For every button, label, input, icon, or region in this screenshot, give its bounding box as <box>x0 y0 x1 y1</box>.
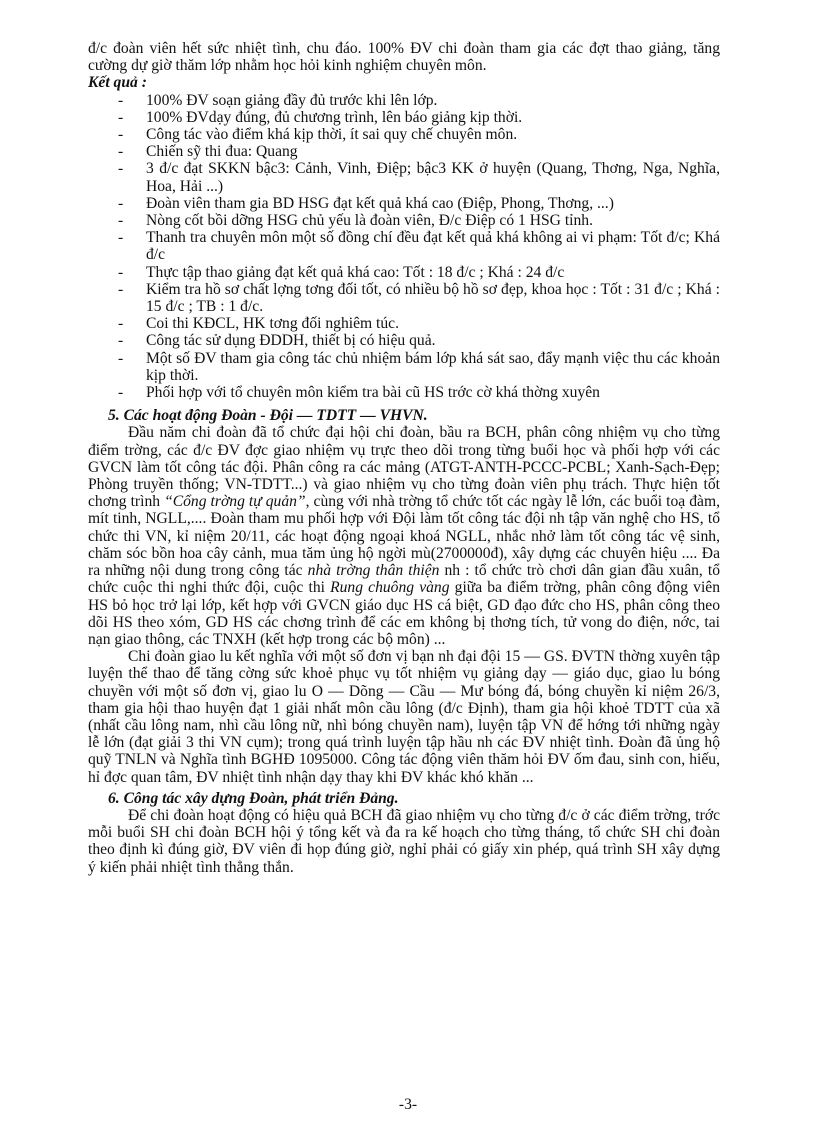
list-item: - Chiến sỹ thi đua: Quang <box>88 143 720 160</box>
section-5-paragraph-1 <box>88 424 720 648</box>
list-item: - Đoàn viên tham gia BD HSG đạt kết quả khá cao (Điệp, Phong, Thơng, ...) <box>88 195 720 212</box>
section-6-heading: 6. Công tác xây dựng Đoàn, phát triển Đảng. <box>108 789 399 807</box>
italic-run: nhà trờng thân thiện <box>307 562 440 580</box>
list-item: - Công tác sử dụng ĐDDH, thiết bị có hiệu quả. <box>88 332 720 349</box>
list-item: - Một số ĐV tham gia công tác chủ nhiệm bám lớp khá sát sao, đẩy mạnh việc thu các khoản kịp thời. <box>88 350 720 384</box>
text-run: giữa ba điểm trờng, phân công động viên HS bỏ học trở lại lớp, kết hợp với GVCN giáo dục HS cá biệt, GD đạo đức cho HS, phân công theo dõi HS theo xóm, GD HS các chơng trình để các em không bị thơng tích, tử vong do điện, nớc, tai nạn giao thông, các TNXH (kết hợp trong các bộ môn) ... <box>88 579 720 648</box>
list-item: - 3 đ/c đạt SKKN bậc3: Cảnh, Vinh, Điệp; bậc3 KK ở huyện (Quang, Thơng, Nga, Nghĩa, Hoa, Hải ...) <box>88 160 720 194</box>
section-6-paragraph-1: Để chi đoàn hoạt động có hiệu quả BCH đã giao nhiệm vụ cho từng đ/c ở các điểm trờng, trớc mỗi buổi SH chi đoàn BCH hội ý tổng kết và đa ra kế hoạch cho từng tháng, tổ chức SH chi đoàn theo định kì đúng giờ, ĐV viên đi họp đúng giờ, nghỉ phải có giấy xin phép, quá trình SH xây dựng ý kiến phải nhiệt tình thẳng thắn. <box>88 806 720 876</box>
results-heading: Kết quả : <box>88 74 147 92</box>
text-run: nh : tổ chức trò chơi dân gian đầu xuân, tổ chức cuộc thi nghi thức đội, cuộc thi <box>88 562 721 597</box>
list-item: - 100% ĐVdạy đúng, đủ chương trình, lên báo giảng kịp thời. <box>88 109 720 126</box>
section-5-heading: 5. Các hoạt động Đoàn - Đội — TDTT — VHVN. <box>108 407 428 425</box>
list-item: - Công tác vào điểm khá kịp thời, ít sai quy chế chuyên môn. <box>88 126 720 143</box>
quote-run: “Cổng trờng tự quản” <box>164 493 306 511</box>
list-item: - Thực tập thao giảng đạt kết quả khá cao: Tốt : 18 đ/c ; Khá : 24 đ/c <box>88 264 720 281</box>
section-5-paragraph-2: Chi đoàn giao lu kết nghĩa với một số đơn vị bạn nh đại đội 15 — GS. ĐVTN thờng xuyên tập luyện thể thao để tăng cờng sức khoẻ phục vụ tốt nhiệm vụ giảng dạy — giáo dục, giao lu bóng chuyền với một số đơn vị, giao lu O — Dõng — Cầu — Mư bóng đá, bóng chuyền kỉ niệm 26/3, tham gia hội thao huyện đạt 1 giải nhất môn cầu lông (đ/c Định), tham gia hội khoẻ TDTT của xã (nhất cầu lông nam, nhì cầu lông nữ, nhì bóng chuyền nam), luyện tập VN để hớng tới những ngày lễ lớn (đạt giải 3 thi VN cụm); trong quá trình luyện tập hầu nh các ĐV nhiệt tình. Đoàn đã ủng hộ quỹ TNLN và Nghĩa tình BGHĐ 1095000. Công tác động viên thăm hỏi ĐV ốm đau, sinh con, hiếu, hỉ đợc quan tâm, ĐV nhiệt tình nhận dạy thay khi ĐV khác khó khăn ... <box>88 648 720 786</box>
list-item: - Phối hợp với tổ chuyên môn kiểm tra bài cũ HS trớc cờ khá thờng xuyên <box>88 384 720 401</box>
list-item: - Thanh tra chuyên môn một số đồng chí đều đạt kết quả khá không ai vi phạm: Tốt đ/c; Khá đ/c <box>88 229 720 263</box>
text-run: , cùng với nhà trờng tổ chức tốt các ngày lễ lớn, các buổi toạ đàm, mít tinh, NGLL,.... Đoàn tham mu phối hợp với Đội làm tốt công tác đội nh tập văn nghệ cho HS, tổ chức thi VN, kỉ niệm 20/11, các hoạt động ngoại khoá NGLL, nhắc nhở làm tốt công tác vệ sinh, chăm sóc bồn hoa cây cảnh, mua tăm ủng hộ ngời mù(2700000đ), xây dựng các chuyên hiệu .... Đa ra những nội dung trong công tác <box>88 493 720 580</box>
list-item: - 100% ĐV soạn giảng đầy đủ trước khi lên lớp. <box>88 92 720 109</box>
text-run: Đầu năm chi đoàn đã tổ chức đại hội chi đoàn, bầu ra BCH, phân công nhiệm vụ cho từng điểm trờng, các đ/c ĐV đợc giao nhiệm vụ trực theo dõi trong từng buổi học và phối hợp với các GVCN làm tốt công tác đội. Phân công ra các mảng (ATGT-ANTH-PCCC-PCBL; Xanh-Sạch-Đẹp; Phòng truyền thống; VN-TDTT...) và giao nhiệm vụ cho từng đoàn viên phụ trách. Thực hiện tốt chơng trình <box>88 424 720 511</box>
results-list <box>88 92 720 402</box>
page-number: -3- <box>398 1096 418 1113</box>
list-item: - Nòng cốt bồi dỡng HSG chủ yếu là đoàn viên, Đ/c Điệp có 1 HSG tỉnh. <box>88 212 720 229</box>
list-item: - Coi thi KĐCL, HK tơng đối nghiêm túc. <box>88 315 720 332</box>
italic-run: Rung chuông vàng <box>330 579 450 597</box>
list-item: - Kiểm tra hồ sơ chất lợng tơng đối tốt, có nhiều bộ hồ sơ đẹp, khoa học : Tốt : 31 đ/c ; Khá : 15 đ/c ; TB : 1 đ/c. <box>88 281 720 315</box>
intro-paragraph: đ/c đoàn viên hết sức nhiệt tình, chu đáo. 100% ĐV chi đoàn tham gia các đợt thao giảng, tăng cường dự giờ thăm lớp nhằm học hỏi kinh nghiệm chuyên môn. <box>88 40 720 75</box>
page-body <box>88 40 720 876</box>
